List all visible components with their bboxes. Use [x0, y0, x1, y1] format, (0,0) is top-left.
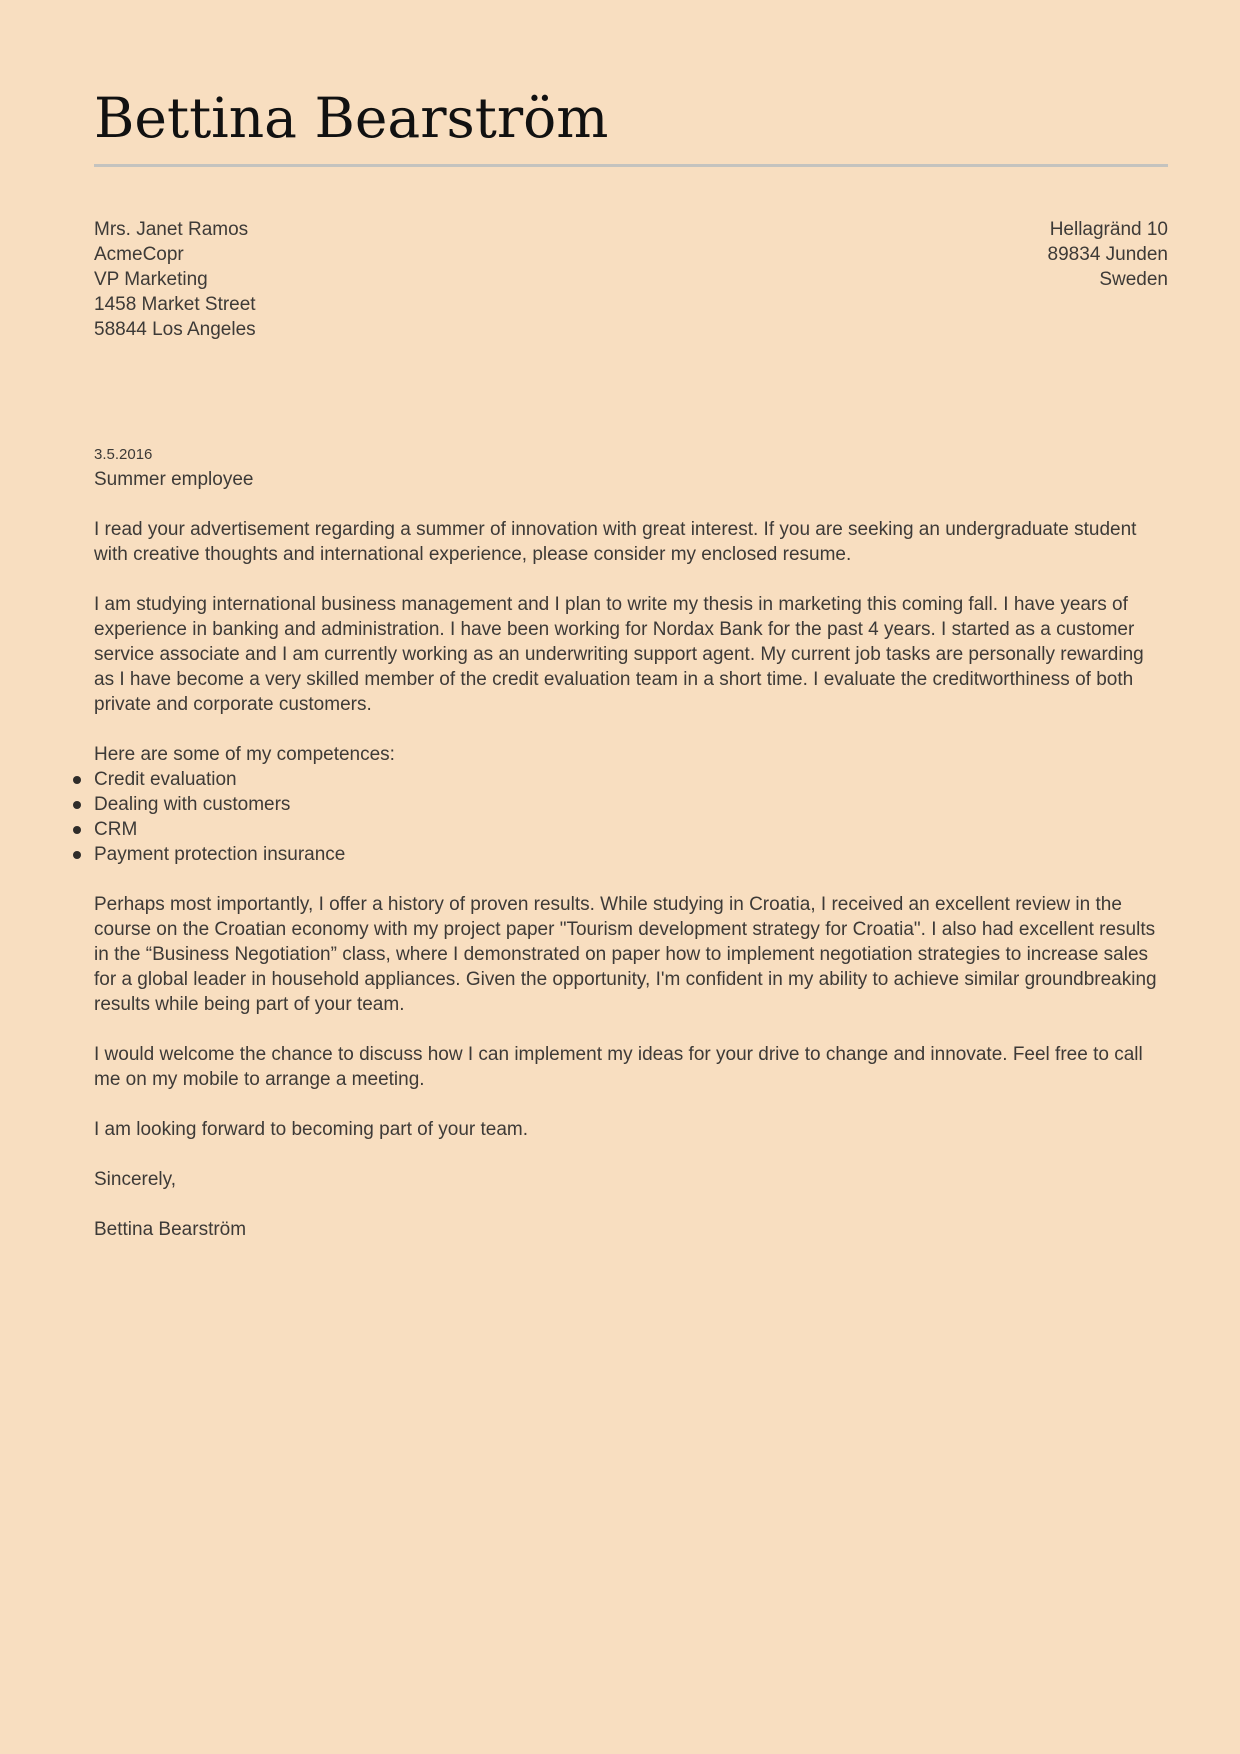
recipient-line: 1458 Market Street	[94, 294, 256, 315]
sign-off: Sincerely,	[94, 1169, 177, 1190]
recipient-line: 58844 Los Angeles	[94, 319, 256, 340]
list-item: Credit evaluation	[94, 767, 1168, 792]
letter-subject: Summer employee	[94, 469, 254, 490]
applicant-name: Bettina Bearström	[94, 86, 609, 150]
body-paragraph: I would welcome the chance to discuss how I can implement my ideas for your drive to change and innovate. Feel free to call me on my mobile to arrange a meeting.	[94, 1044, 1143, 1090]
body-paragraph: Perhaps most importantly, I offer a history of proven results. While studying in Croatia, I received an excellent review in the course on the Croatian economy with my project paper "Tourism development strategy for Croatia". I also had excellent results in the “Business Negotiation” class, where I demonstrated on paper how to implement negotiation strategies to increase sales for a global leader in household appliances. Given the opportunity, I'm confident in my ability to achieve similar groundbreaking results while being part of your team.	[94, 894, 1157, 1015]
sender-line: 89834 Junden	[1047, 244, 1168, 265]
header-divider	[94, 164, 1168, 167]
body-paragraph: I am looking forward to becoming part of your team.	[94, 1119, 529, 1140]
body-paragraph: I am studying international business management and I plan to write my thesis in marketing this coming fall. I have years of experience in banking and administration. I have been working for Nordax Bank for the past 4 years. I started as a customer service associate and I am currently working as an underwriting support agent. My current job tasks are personally rewarding as I have become a very skilled member of the credit evaluation team in a short time. I evaluate the creditworthiness of both private and corporate customers.	[94, 594, 1144, 715]
letter-date: 3.5.2016	[94, 446, 153, 463]
letter-body	[94, 467, 1168, 1267]
recipient-line: Mrs. Janet Ramos	[94, 219, 249, 240]
list-item: Dealing with customers	[94, 792, 1168, 817]
body-paragraph: I read your advertisement regarding a summer of innovation with great interest. If you are seeking an undergraduate student with creative thoughts and international experience, please consider my enclosed resume.	[94, 519, 1137, 565]
list-item: CRM	[94, 817, 1168, 842]
sender-line: Sweden	[1099, 269, 1168, 290]
recipient-line: AcmeCopr	[94, 244, 184, 265]
signature: Bettina Bearström	[94, 1219, 247, 1240]
list-item: Payment protection insurance	[94, 842, 1168, 867]
sender-address	[1048, 217, 1168, 292]
competences-intro: Here are some of my competences:	[94, 744, 395, 765]
sender-line: Hellagränd 10	[1049, 219, 1168, 240]
recipient-line: VP Marketing	[94, 269, 208, 290]
competences-list	[94, 767, 1168, 867]
recipient-address	[94, 217, 256, 342]
